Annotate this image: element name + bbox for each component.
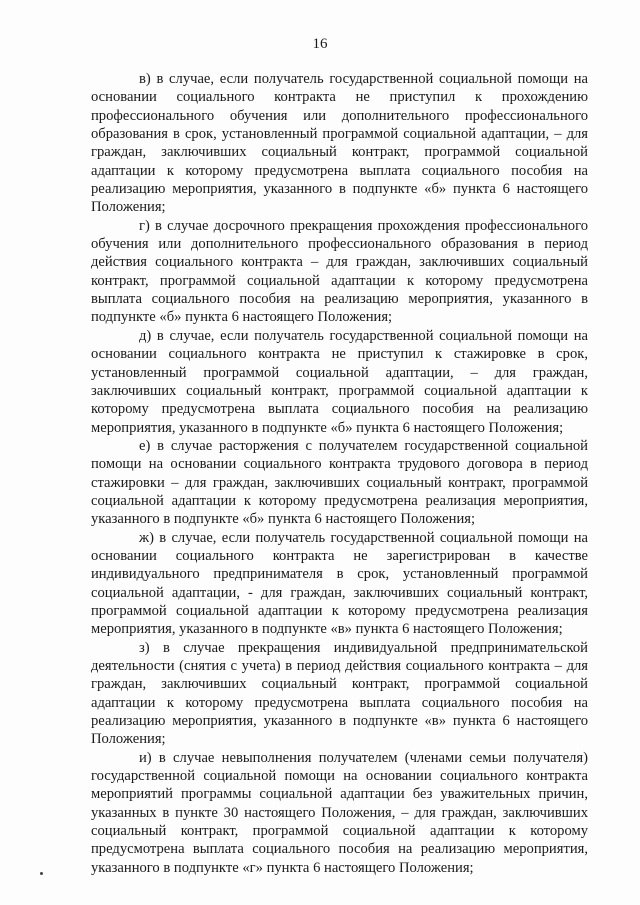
paragraph-e: е) в случае расторжения с получателем государственной социальной помощи на основании социального контракта трудового договора в период стажировки – для граждан, заключивших социальный контракт, программой социальной адаптации к которому предусмотрена реализация мероприятия, указанного в подпункте «б» пункта 6 настоящего Положения; [91,437,588,528]
paragraph-zh: ж) в случае, если получатель государственной социальной помощи на основании социального контракта не зарегистрирован в качестве индивидуального предпринимателя в срок, установленный программой социальной адаптации, - для граждан, заключивших социальный контракт, программой социальной адаптации к которому предусмотрена реализация мероприятия, указанного в подпункте «в» пункта 6 настоящего Положения; [91,529,588,638]
paragraph-i: и) в случае невыполнения получателем (членами семьи получателя) государственной социальной помощи на основании социального контракта мероприятий программы социальной адаптации без уважительных причин, указанных в пункте 30 настоящего Положения, – для граждан, заключивших социальный контракт, программой социальной адаптации к которому предусмотрена выплата социального пособия на реализацию мероприятия, указанного в подпункте «г» пункта 6 настоящего Положения; [91,749,588,876]
paragraph-g: г) в случае досрочного прекращения прохождения профессионального обучения или дополнительного профессионального образования в период действия социального контракта – для граждан, заключивших социальный контракт, программой социальной адаптации к которому предусмотрена выплата социального пособия на реализацию мероприятия, указанного в подпункте «б» пункта 6 настоящего Положения; [91,217,588,326]
paragraph-z: з) в случае прекращения индивидуальной предпринимательской деятельности (снятия с учета) в период действия социального контракта – для граждан, заключивших социальный контракт, программой социальной адаптации к которому предусмотрена выплата социального пособия на реализацию мероприятия, указанного в подпункте «в» пункта 6 настоящего Положения; [91,639,588,748]
document-body [91,70,588,877]
paragraph-d: д) в случае, если получатель государственной социальной помощи на основании социального контракта не приступил к стажировке в срок, установленный программой социальной адаптации, – для граждан, заключивших социальный контракт, программой социальной адаптации к которому предусмотрена выплата социального пособия на реализацию мероприятия, указанного в подпункте «б» пункта 6 настоящего Положения; [91,327,588,436]
page-number: 16 [312,36,328,52]
scan-speck [40,872,43,875]
paragraph-v: в) в случае, если получатель государственной социальной помощи на основании социального контракта не приступил к прохождению профессионального обучения или дополнительного профессионального образования в срок, установленный программой социальной адаптации, – для граждан, заключивших социальный контракт, программой социальной адаптации к которому предусмотрена выплата социального пособия на реализацию мероприятия, указанного в подпункте «б» пункта 6 настоящего Положения; [91,71,588,216]
